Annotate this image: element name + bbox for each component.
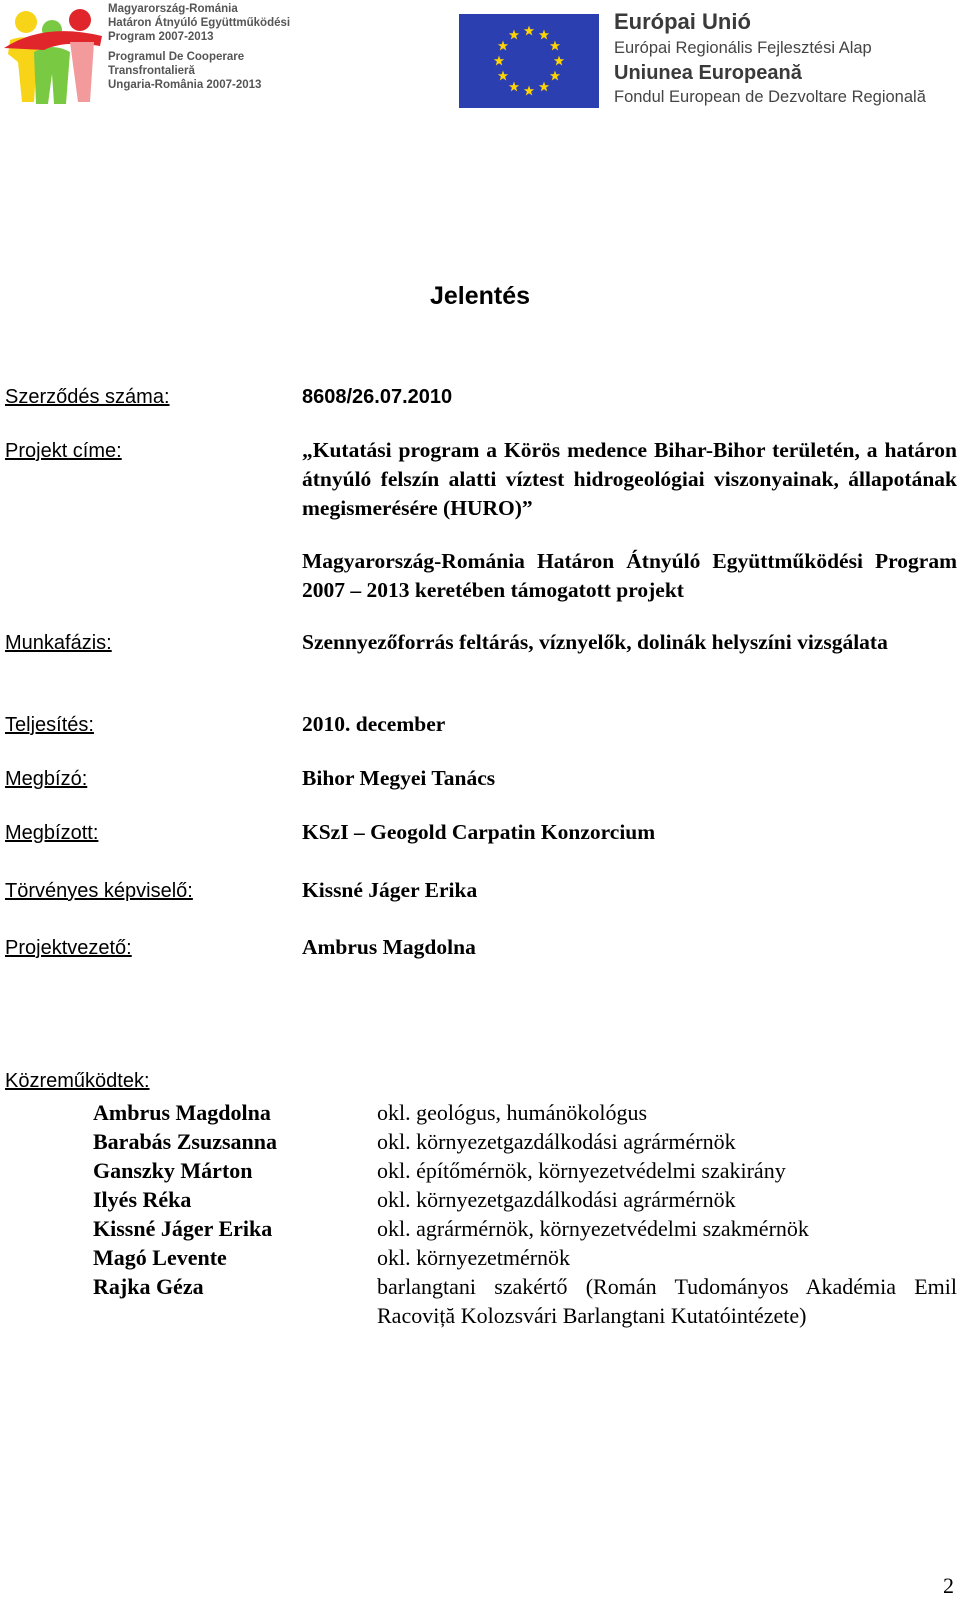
- contributor-name: Ambrus Magdolna: [93, 1100, 271, 1125]
- project-lead-value: Ambrus Magdolna: [302, 935, 476, 959]
- eu-fund-ro: Fondul European de Dezvoltare Regională: [614, 88, 926, 106]
- project-label-row: [5, 438, 122, 464]
- contributor-names: [93, 1098, 373, 1301]
- contributor-name: Barabás Zsuzsanna: [93, 1129, 278, 1154]
- eu-name-ro: Uniunea Europeană: [614, 62, 802, 84]
- phase-value: Szennyezőforrás feltárás, víznyelők, dolinák helyszíni vizsgálata: [302, 630, 888, 654]
- contributor-name: Ganszky Márton: [93, 1158, 253, 1183]
- completion-label-row: [5, 712, 94, 738]
- huro-program-text: Magyarország-Románia Határon Átnyúló Együttműködési Program 2007-2013 Programul De Cooperare Transfrontalieră Ungaria-România 2007-2013: [108, 3, 291, 91]
- project-title-value: „Kutatási program a Körös medence Bihar-Bihor területén, a határon átnyúló felszín alatti víztest hidrogeológiai viszonyainak, állapotának megismerésére (HURO)”: [302, 438, 957, 520]
- completion-label: Teljesítés:: [5, 714, 94, 736]
- contributor-role: okl. környezetmérnök: [377, 1245, 571, 1270]
- contributors-label: Közreműködtek:: [5, 1070, 150, 1092]
- project-lead-label-row: [5, 935, 132, 961]
- eu-name: Európai Unió: [614, 9, 751, 34]
- legal-rep-label-row: [5, 878, 193, 904]
- huro-logo-figures-icon: [4, 2, 104, 110]
- contract-row: [5, 384, 170, 410]
- eu-flag-icon: [459, 14, 599, 108]
- contractor-label-row: [5, 820, 98, 846]
- contractor-label: Megbízott:: [5, 822, 99, 844]
- phase-label-row: [5, 630, 112, 656]
- eu-fund-text: [614, 8, 958, 108]
- client-label: Megbízó:: [5, 768, 88, 790]
- client-label-row: [5, 766, 87, 792]
- contributor-role: okl. geológus, humánökológus: [377, 1100, 648, 1125]
- contributors-heading: [5, 1068, 150, 1094]
- phase-label: Munkafázis:: [5, 632, 112, 654]
- contributor-role: okl. környezetgazdálkodási agrármérnök: [377, 1129, 736, 1154]
- contributor-role: barlangtani szakértő (Román Tudományos Akadémia Emil Racoviță Kolozsvári Barlangtani Kutatóintézete): [377, 1274, 957, 1328]
- huro-program-logo: [4, 2, 294, 110]
- contractor-value: KSzI – Geogold Carpatin Konzorcium: [302, 820, 656, 844]
- project-label: Projekt címe:: [5, 440, 122, 462]
- contributor-roles: [377, 1098, 957, 1330]
- contributor-name: Magó Levente: [93, 1245, 227, 1270]
- project-lead-label: Projektvezető:: [5, 937, 132, 959]
- contributor-role: okl. agrármérnök, környezetvédelmi szakmérnök: [377, 1216, 809, 1241]
- legal-rep-label: Törvényes képviselő:: [5, 880, 193, 902]
- contributor-name: Rajka Géza: [93, 1274, 204, 1299]
- completion-value: 2010. december: [302, 712, 446, 736]
- legal-rep-value: Kissné Jáger Erika: [302, 878, 478, 902]
- report-title: Jelentés: [429, 282, 531, 310]
- contract-value: 8608/26.07.2010: [302, 386, 453, 408]
- program-note: Magyarország-Románia Határon Átnyúló Együttműködési Program 2007 – 2013 keretében támogatott projekt: [302, 549, 957, 602]
- page-number: 2: [943, 1573, 954, 1598]
- contributor-role: okl. környezetgazdálkodási agrármérnök: [377, 1187, 736, 1212]
- contributor-name: Kissné Jáger Erika: [93, 1216, 273, 1241]
- contributor-role: okl. építőmérnök, környezetvédelmi szakirány: [377, 1158, 786, 1183]
- client-value: Bihor Megyei Tanács: [302, 766, 496, 790]
- contributor-name: Ilyés Réka: [93, 1187, 192, 1212]
- eu-fund-hu: Európai Regionális Fejlesztési Alap: [614, 39, 872, 57]
- contract-label: Szerződés száma:: [5, 386, 170, 408]
